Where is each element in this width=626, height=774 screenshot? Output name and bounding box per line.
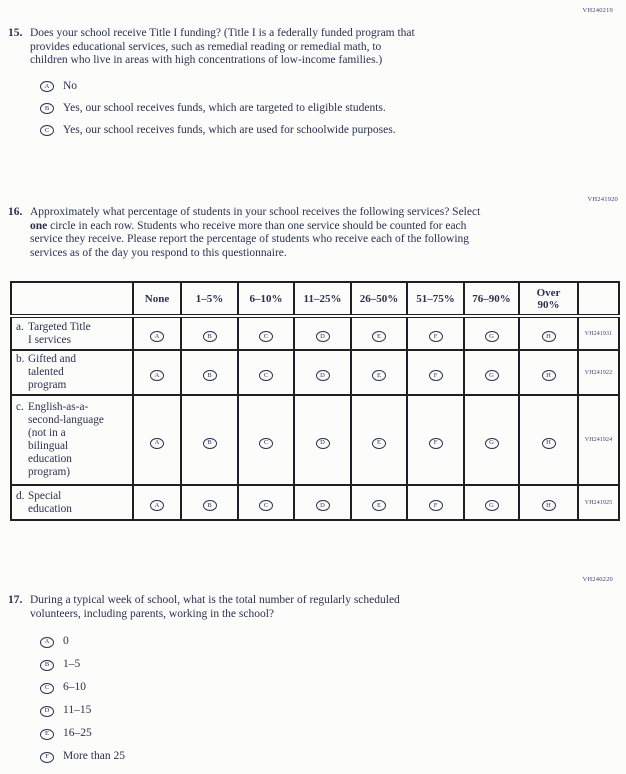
option-label: Yes, our school receives funds, which are targeted to eligible students. bbox=[63, 101, 386, 114]
table-row-c bbox=[11, 395, 619, 485]
q17-option-d bbox=[40, 705, 612, 717]
answer-circle-e[interactable]: E bbox=[40, 729, 54, 740]
answer-circle-c[interactable]: C bbox=[259, 370, 273, 381]
q15-option-c bbox=[40, 125, 612, 137]
table-row-d bbox=[11, 485, 619, 520]
question-15 bbox=[8, 27, 612, 147]
services-percentage-table bbox=[10, 281, 620, 521]
q17-option-e bbox=[40, 728, 612, 740]
question-17-text: During a typical week of school, what is the total number of regularly scheduled volunteers, including parents, working in the school? bbox=[30, 594, 400, 620]
answer-circle-d[interactable]: D bbox=[40, 706, 54, 717]
question-16-number: 16. bbox=[8, 206, 23, 218]
column-header-51-75: 51–75% bbox=[407, 282, 464, 316]
answer-circle-a[interactable]: A bbox=[40, 637, 54, 648]
answer-circle-g[interactable]: G bbox=[485, 370, 499, 381]
row-label: c. English-as-a- second-language (not in a bilingual education program) bbox=[11, 395, 133, 485]
column-header-76-90: 76–90% bbox=[464, 282, 519, 316]
question-16-text bbox=[30, 206, 622, 260]
row-label: a. Targeted Title I services bbox=[11, 316, 133, 350]
question-15-body bbox=[30, 27, 612, 147]
answer-circle-h[interactable]: H bbox=[542, 370, 556, 381]
column-header-6-10: 6–10% bbox=[238, 282, 294, 316]
q16-text-line4: services as of the day you respond to this questionnaire. bbox=[30, 246, 287, 259]
answer-circle-h[interactable]: H bbox=[542, 331, 556, 342]
question-16 bbox=[8, 206, 622, 260]
answer-circle-b[interactable]: B bbox=[40, 660, 54, 671]
question-15-code: VH240219 bbox=[582, 7, 613, 14]
answer-circle-g[interactable]: G bbox=[485, 500, 499, 511]
corner-cell bbox=[11, 282, 133, 316]
q17-option-a bbox=[40, 636, 612, 648]
row-label: d. Special education bbox=[11, 485, 133, 520]
code-column-header bbox=[578, 282, 619, 316]
option-label: 6–10 bbox=[63, 681, 86, 694]
question-17-body bbox=[30, 594, 612, 774]
option-label: 11–15 bbox=[63, 704, 92, 717]
answer-circle-b[interactable]: B bbox=[40, 103, 54, 114]
answer-circle-b[interactable]: B bbox=[203, 370, 217, 381]
question-15-text: Does your school receive Title I funding? (Title I is a federally funded program that provides educational services, such as remedial reading or remedial math, to children who live in areas with high concentrations of low-income families.) bbox=[30, 27, 415, 67]
row-label: b. Gifted and talented program bbox=[11, 350, 133, 395]
answer-circle-f[interactable]: F bbox=[429, 500, 443, 511]
q15-option-a bbox=[40, 81, 612, 93]
table-row-a bbox=[11, 316, 619, 350]
q17-option-c bbox=[40, 682, 612, 694]
question-15-number: 15. bbox=[8, 27, 23, 39]
q16-text-line2: one circle in each row. Students who receive more than one service should be counted for each bbox=[30, 219, 467, 232]
answer-circle-b[interactable]: B bbox=[203, 500, 217, 511]
row-code: VH241924 bbox=[578, 395, 619, 485]
answer-circle-c[interactable]: C bbox=[259, 331, 273, 342]
option-label: No bbox=[63, 79, 78, 92]
answer-circle-a[interactable]: A bbox=[40, 81, 54, 92]
question-17-code: VH240220 bbox=[582, 576, 613, 583]
option-label: 1–5 bbox=[63, 658, 81, 671]
answer-circle-a[interactable]: A bbox=[150, 370, 164, 381]
option-label: 16–25 bbox=[63, 727, 92, 740]
answer-circle-e[interactable]: E bbox=[372, 331, 386, 342]
q16-bold-one: one bbox=[30, 219, 48, 232]
answer-circle-a[interactable]: A bbox=[150, 331, 164, 342]
question-17 bbox=[8, 594, 612, 774]
answer-circle-e[interactable]: E bbox=[372, 438, 386, 449]
answer-circle-e[interactable]: E bbox=[372, 500, 386, 511]
answer-circle-c[interactable]: C bbox=[259, 500, 273, 511]
q17-option-b bbox=[40, 659, 612, 671]
answer-circle-f[interactable]: F bbox=[429, 370, 443, 381]
answer-circle-d[interactable]: D bbox=[316, 370, 330, 381]
answer-circle-g[interactable]: G bbox=[485, 331, 499, 342]
answer-circle-h[interactable]: H bbox=[542, 500, 556, 511]
answer-circle-a[interactable]: A bbox=[150, 438, 164, 449]
answer-circle-a[interactable]: A bbox=[150, 500, 164, 511]
answer-circle-e[interactable]: E bbox=[372, 370, 386, 381]
column-header-none: None bbox=[133, 282, 181, 316]
row-code: VH241925 bbox=[578, 485, 619, 520]
row-code: VH241931 bbox=[578, 316, 619, 350]
answer-circle-f[interactable]: F bbox=[429, 331, 443, 342]
question-16-code: VH241920 bbox=[587, 196, 618, 203]
table-row-b bbox=[11, 350, 619, 395]
answer-circle-c[interactable]: C bbox=[40, 125, 54, 136]
question-17-options bbox=[40, 636, 612, 763]
answer-circle-b[interactable]: B bbox=[203, 438, 217, 449]
option-label: Yes, our school receives funds, which are used for schoolwide purposes. bbox=[63, 123, 396, 136]
answer-circle-d[interactable]: D bbox=[316, 500, 330, 511]
column-header-1-5: 1–5% bbox=[181, 282, 238, 316]
answer-circle-h[interactable]: H bbox=[542, 438, 556, 449]
question-15-options bbox=[40, 81, 612, 137]
option-label: More than 25 bbox=[63, 750, 125, 763]
column-header-over-90: Over 90% bbox=[519, 282, 578, 316]
question-17-number: 17. bbox=[8, 594, 23, 606]
answer-circle-b[interactable]: B bbox=[203, 331, 217, 342]
column-header-26-50: 26–50% bbox=[351, 282, 407, 316]
table-header-row bbox=[11, 282, 619, 316]
answer-circle-c[interactable]: C bbox=[259, 438, 273, 449]
q15-option-b bbox=[40, 103, 612, 115]
option-label: 0 bbox=[63, 635, 69, 648]
answer-circle-d[interactable]: D bbox=[316, 331, 330, 342]
answer-circle-d[interactable]: D bbox=[316, 438, 330, 449]
q16-text-line3: service they receive. Please report the percentage of students who receive each of the following bbox=[30, 233, 470, 246]
q17-option-f bbox=[40, 751, 612, 763]
row-code: VH241922 bbox=[578, 350, 619, 395]
column-header-11-25: 11–25% bbox=[294, 282, 351, 316]
answer-circle-c[interactable]: C bbox=[40, 683, 54, 694]
answer-circle-f[interactable]: F bbox=[429, 438, 443, 449]
answer-circle-g[interactable]: G bbox=[485, 438, 499, 449]
answer-circle-f[interactable]: F bbox=[40, 752, 54, 763]
q16-text-line1: Approximately what percentage of students in your school receives the following services? Select bbox=[30, 206, 481, 218]
